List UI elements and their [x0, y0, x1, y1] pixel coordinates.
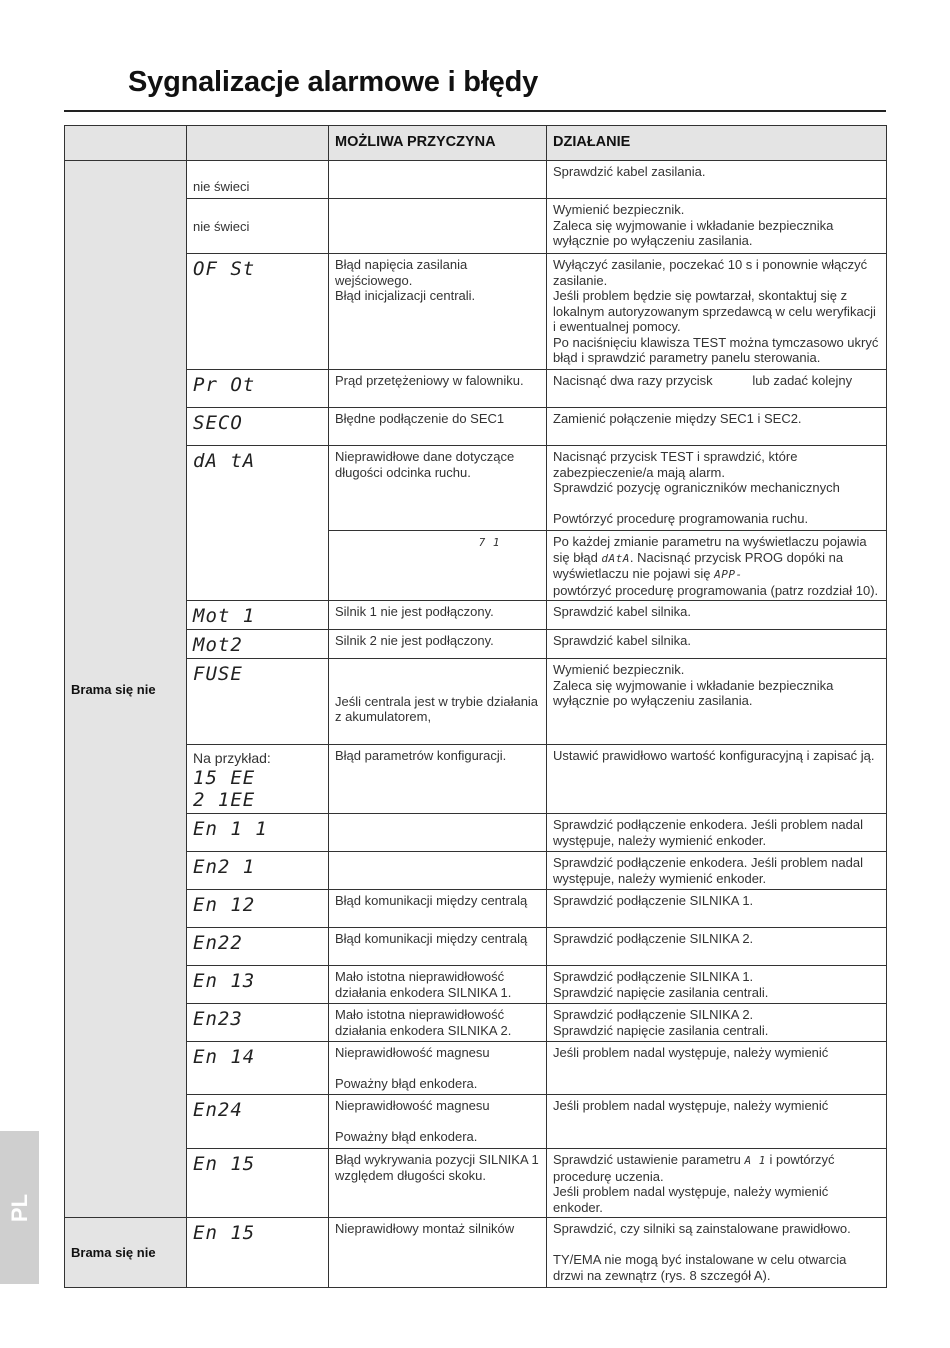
- cause-cell: [329, 852, 547, 890]
- display-code: dAtA: [601, 551, 630, 565]
- display-code: APP-: [714, 568, 743, 581]
- cause-cell: Silnik 1 nie jest podłączony.: [329, 601, 547, 630]
- group-label: Brama się nie: [65, 1218, 187, 1288]
- display-code: En24: [193, 1099, 243, 1121]
- code-cell: nie świeci: [187, 199, 329, 254]
- action-cell: Sprawdzić kabel zasilania.: [547, 161, 887, 199]
- page-title: Sygnalizacje alarmowe i błędy: [128, 66, 539, 98]
- title-rule: [64, 110, 886, 112]
- header-row: [65, 126, 887, 161]
- display-code: En 15: [193, 1222, 256, 1244]
- table-row: [65, 370, 887, 408]
- cause-cell: Błąd parametrów konfiguracji.: [329, 745, 547, 814]
- display-code: OF St: [193, 258, 256, 280]
- action-cell: Wymienić bezpiecznik. Zaleca się wyjmowanie i wkładanie bezpiecznika wyłącznie po wyłączeniu zasilania.: [547, 659, 887, 745]
- action-cell: Sprawdzić podłączenie SILNIKA 1. Sprawdzić napięcie zasilania centrali.: [547, 966, 887, 1004]
- action-cell: Sprawdzić podłączenie SILNIKA 2. Sprawdzić napięcie zasilania centrali.: [547, 1004, 887, 1042]
- code-cell: nie świeci: [187, 161, 329, 199]
- display-code: FUSE: [193, 663, 243, 685]
- display-code: 15 EE: [193, 767, 256, 789]
- action-cell: Zamienić połączenie między SEC1 i SEC2.: [547, 408, 887, 446]
- cause-cell: Prąd przetężeniowy w falowniku.: [329, 370, 547, 408]
- table-row: [65, 1095, 887, 1149]
- action-cell: Nacisnąć przycisk TEST i sprawdzić, które zabezpieczenie/a mają alarm. Sprawdzić pozycję ograniczników mechanicznych Powtórzyć procedurę programowania ruchu.: [547, 446, 887, 531]
- display-code: En 1 1: [193, 818, 268, 840]
- display-code: En2 1: [193, 856, 256, 878]
- cause-cell: Mało istotna nieprawidłowość działania enkodera SILNIKA 1.: [329, 966, 547, 1004]
- table-row: [65, 254, 887, 370]
- header-col2: [187, 126, 329, 161]
- display-code: Pr Ot: [193, 374, 256, 396]
- header-action: DZIAŁANIE: [547, 126, 887, 161]
- action-cell: Wymienić bezpiecznik. Zaleca się wyjmowanie i wkładanie bezpiecznika wyłącznie po wyłączeniu zasilania.: [547, 199, 887, 254]
- alarm-table: [64, 125, 887, 1288]
- cause-cell: Mało istotna nieprawidłowość działania enkodera SILNIKA 2.: [329, 1004, 547, 1042]
- cause-cell: Błąd wykrywania pozycji SILNIKA 1 względem długości skoku.: [329, 1149, 547, 1218]
- cause-cell: [329, 161, 547, 199]
- action-cell: Jeśli problem nadal występuje, należy wymienić: [547, 1042, 887, 1095]
- cause-cell: Silnik 2 nie jest podłączony.: [329, 630, 547, 659]
- display-code: Mot 1: [193, 605, 256, 627]
- display-code: En 12: [193, 894, 256, 916]
- action-cell: Sprawdzić podłączenie enkodera. Jeśli problem nadal występuje, należy wymienić enkoder.: [547, 852, 887, 890]
- cause-cell: Nieprawidłowy montaż silników: [329, 1218, 547, 1288]
- action-cell: Sprawdzić podłączenie enkodera. Jeśli problem nadal występuje, należy wymienić enkoder.: [547, 814, 887, 852]
- display-code: En23: [193, 1008, 243, 1030]
- table-row: [65, 601, 887, 630]
- table-row: [65, 446, 887, 531]
- table-row: [65, 1149, 887, 1218]
- cause-cell: Nieprawidłowość magnesu Poważny błąd enkodera.: [329, 1042, 547, 1095]
- action-cell: Sprawdzić, czy silniki są zainstalowane prawidłowo. TY/EMA nie mogą być instalowane w celu otwarcia drzwi na zewnątrz (rys. 8 szczegół A).: [547, 1218, 887, 1288]
- action-cell: Sprawdzić kabel silnika.: [547, 601, 887, 630]
- table-row: [65, 161, 887, 199]
- action-cell: Wyłączyć zasilanie, poczekać 10 s i ponownie włączyć zasilanie. Jeśli problem będzie się powtarzał, skontaktuj się z lokalnym autoryzowanym sprzedawcą w celu weryfikacji i ewentualnej pomocy. Po naciśnięciu klawisza TEST można tymczasowo ukryć błąd i sprawdzić parametry panelu sterowania.: [547, 254, 887, 370]
- table-row: [65, 890, 887, 928]
- header-col1: [65, 126, 187, 161]
- cause-cell: Błędne podłączenie do SEC1: [329, 408, 547, 446]
- group-label: Brama się nie: [65, 161, 187, 1218]
- table-row: [65, 1004, 887, 1042]
- display-code: A 1: [744, 1154, 766, 1167]
- action-cell: Sprawdzić kabel silnika.: [547, 630, 887, 659]
- action-cell: Ustawić prawidłowo wartość konfiguracyjną i zapisać ją.: [547, 745, 887, 814]
- display-code: Mot2: [193, 634, 243, 656]
- action-cell: Sprawdzić podłączenie SILNIKA 1.: [547, 890, 887, 928]
- table-row: [65, 630, 887, 659]
- cause-cell: Nieprawidłowość magnesu Poważny błąd enkodera.: [329, 1095, 547, 1149]
- action-cell: Sprawdzić podłączenie SILNIKA 2.: [547, 928, 887, 966]
- display-code: dA tA: [193, 450, 256, 472]
- cause-cell: Jeśli centrala jest w trybie działania z akumulatorem,: [329, 659, 547, 745]
- header-cause: MOŻLIWA PRZYCZYNA: [329, 126, 547, 161]
- cause-cell: Nieprawidłowe dane dotyczące długości odcinka ruchu.: [329, 446, 547, 531]
- action-cell: Nacisnąć dwa razy przycisk lub zadać kolejny: [547, 370, 887, 408]
- table-row: [65, 966, 887, 1004]
- table-row: [65, 659, 887, 745]
- table-row: [65, 852, 887, 890]
- cause-cell: Błąd komunikacji między centralą: [329, 890, 547, 928]
- display-code: En 14: [193, 1046, 256, 1068]
- table-row: [65, 1042, 887, 1095]
- table-row: [65, 814, 887, 852]
- display-code: En22: [193, 932, 243, 954]
- display-code: 2 1EE: [193, 789, 256, 811]
- display-code: 7 1: [478, 536, 500, 549]
- display-code: En 15: [193, 1153, 256, 1175]
- language-tab-label: PL: [6, 1193, 32, 1222]
- action-cell: Jeśli problem nadal występuje, należy wymienić: [547, 1095, 887, 1149]
- language-tab: [0, 1131, 39, 1284]
- cause-cell: Błąd komunikacji między centralą: [329, 928, 547, 966]
- example-label: Na przykład:: [193, 750, 271, 766]
- action-cell: Po każdej zmianie parametru na wyświetlaczu pojawia się błąd dAtA. Nacisnąć przycisk PROG dopóki na wyświetlaczu nie pojawi się APP- powtórzyć procedurę programowania (patrz rozdział 10).: [547, 531, 887, 601]
- table-row: [65, 928, 887, 966]
- display-code: SECO: [193, 412, 243, 434]
- cause-cell: [329, 814, 547, 852]
- cause-cell: Błąd napięcia zasilania wejściowego. Błąd inicjalizacji centrali.: [329, 254, 547, 370]
- display-code: En 13: [193, 970, 256, 992]
- table-row: [65, 1218, 887, 1288]
- table-row: [65, 745, 887, 814]
- table-row: [65, 199, 887, 254]
- table-row: [65, 408, 887, 446]
- cause-cell: [329, 199, 547, 254]
- action-cell: Sprawdzić ustawienie parametru A 1 i powtórzyć procedurę uczenia. Jeśli problem nadal występuje, należy wymienić enkoder.: [547, 1149, 887, 1218]
